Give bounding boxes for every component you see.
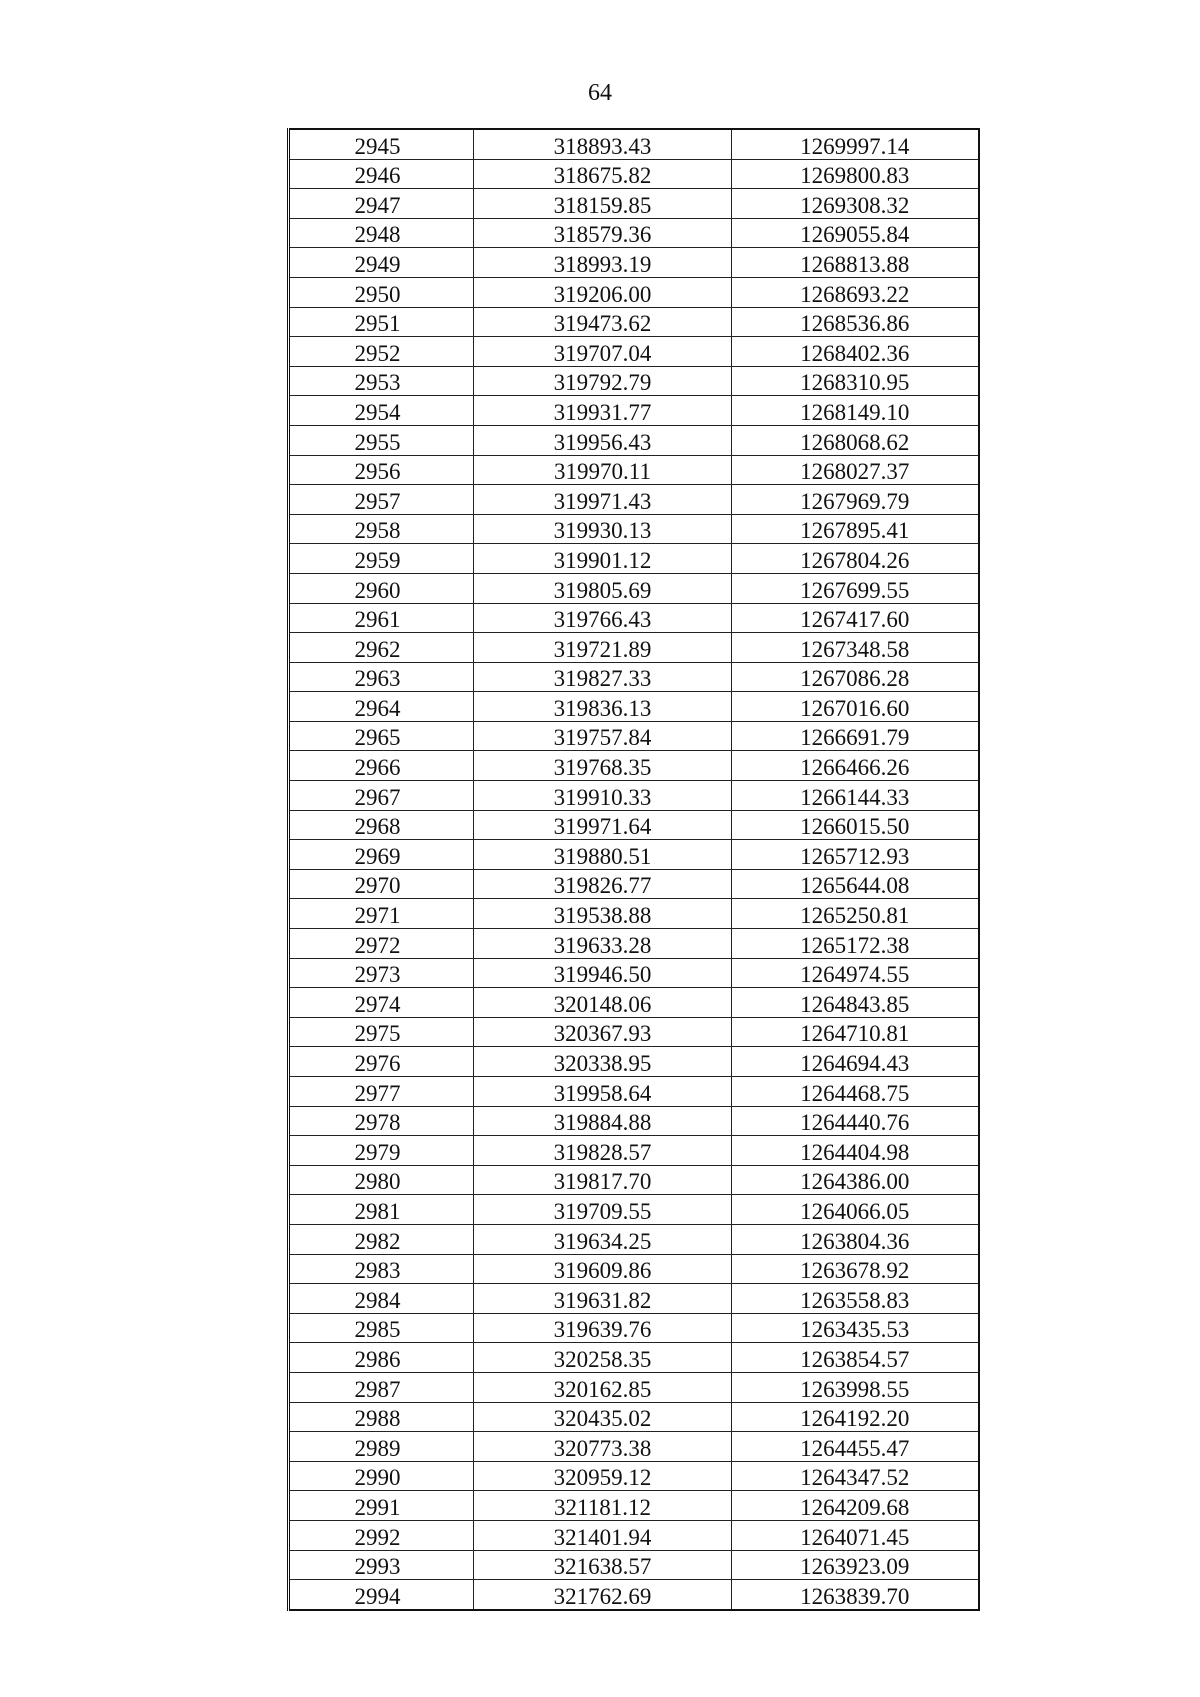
x-coordinate-cell: 319971.64 <box>474 810 732 840</box>
y-coordinate-cell: 1263804.36 <box>732 1224 979 1254</box>
x-coordinate-cell: 318675.82 <box>474 159 732 189</box>
point-number-cell: 2971 <box>289 899 474 929</box>
point-number-cell: 2992 <box>289 1520 474 1550</box>
x-coordinate-cell: 319473.62 <box>474 307 732 337</box>
y-coordinate-cell: 1264066.05 <box>732 1195 979 1225</box>
table-row <box>289 692 979 722</box>
x-coordinate-cell: 319901.12 <box>474 544 732 574</box>
point-number-cell: 2946 <box>289 159 474 189</box>
x-coordinate-cell: 320148.06 <box>474 988 732 1018</box>
x-coordinate-cell: 319958.64 <box>474 1077 732 1107</box>
point-number-cell: 2947 <box>289 189 474 219</box>
point-number-cell: 2987 <box>289 1372 474 1402</box>
x-coordinate-cell: 319971.43 <box>474 485 732 515</box>
y-coordinate-cell: 1269800.83 <box>732 159 979 189</box>
point-number-cell: 2962 <box>289 633 474 663</box>
x-coordinate-cell: 318893.43 <box>474 129 732 159</box>
table-row <box>289 1106 979 1136</box>
x-coordinate-cell: 320258.35 <box>474 1343 732 1373</box>
x-coordinate-cell: 319930.13 <box>474 514 732 544</box>
x-coordinate-cell: 321638.57 <box>474 1550 732 1580</box>
y-coordinate-cell: 1263435.53 <box>732 1313 979 1343</box>
table-row <box>289 988 979 1018</box>
x-coordinate-cell: 320773.38 <box>474 1432 732 1462</box>
point-number-cell: 2976 <box>289 1047 474 1077</box>
table-row <box>289 544 979 574</box>
y-coordinate-cell: 1266144.33 <box>732 781 979 811</box>
point-number-cell: 2985 <box>289 1313 474 1343</box>
point-number-cell: 2975 <box>289 1017 474 1047</box>
table-row <box>289 1284 979 1314</box>
table-row <box>289 1136 979 1166</box>
table-row <box>289 869 979 899</box>
table-row <box>289 1402 979 1432</box>
x-coordinate-cell: 319206.00 <box>474 277 732 307</box>
table-row <box>289 929 979 959</box>
point-number-cell: 2983 <box>289 1254 474 1284</box>
table-row <box>289 1491 979 1521</box>
x-coordinate-cell: 319884.88 <box>474 1106 732 1136</box>
table-row <box>289 633 979 663</box>
y-coordinate-cell: 1265250.81 <box>732 899 979 929</box>
point-number-cell: 2994 <box>289 1580 474 1610</box>
y-coordinate-cell: 1264404.98 <box>732 1136 979 1166</box>
point-number-cell: 2950 <box>289 277 474 307</box>
point-number-cell: 2980 <box>289 1165 474 1195</box>
point-number-cell: 2982 <box>289 1224 474 1254</box>
coordinates-table-body <box>289 129 979 1610</box>
table-row <box>289 1165 979 1195</box>
point-number-cell: 2945 <box>289 129 474 159</box>
table-row <box>289 1077 979 1107</box>
table-row <box>289 751 979 781</box>
table-row <box>289 218 979 248</box>
table-row <box>289 1550 979 1580</box>
point-number-cell: 2972 <box>289 929 474 959</box>
table-row <box>289 603 979 633</box>
y-coordinate-cell: 1264440.76 <box>732 1106 979 1136</box>
y-coordinate-cell: 1264974.55 <box>732 958 979 988</box>
table-row <box>289 810 979 840</box>
point-number-cell: 2969 <box>289 840 474 870</box>
point-number-cell: 2951 <box>289 307 474 337</box>
x-coordinate-cell: 319631.82 <box>474 1284 732 1314</box>
coordinates-table <box>287 128 980 1611</box>
point-number-cell: 2949 <box>289 248 474 278</box>
table-row <box>289 396 979 426</box>
table-row <box>289 514 979 544</box>
x-coordinate-cell: 319757.84 <box>474 721 732 751</box>
x-coordinate-cell: 319709.55 <box>474 1195 732 1225</box>
point-number-cell: 2981 <box>289 1195 474 1225</box>
point-number-cell: 2968 <box>289 810 474 840</box>
table-row <box>289 248 979 278</box>
x-coordinate-cell: 319805.69 <box>474 573 732 603</box>
x-coordinate-cell: 320162.85 <box>474 1372 732 1402</box>
point-number-cell: 2961 <box>289 603 474 633</box>
point-number-cell: 2952 <box>289 337 474 367</box>
table-row <box>289 189 979 219</box>
x-coordinate-cell: 319828.57 <box>474 1136 732 1166</box>
point-number-cell: 2954 <box>289 396 474 426</box>
x-coordinate-cell: 321181.12 <box>474 1491 732 1521</box>
x-coordinate-cell: 318993.19 <box>474 248 732 278</box>
x-coordinate-cell: 318159.85 <box>474 189 732 219</box>
point-number-cell: 2955 <box>289 425 474 455</box>
x-coordinate-cell: 320338.95 <box>474 1047 732 1077</box>
x-coordinate-cell: 319768.35 <box>474 751 732 781</box>
x-coordinate-cell: 319633.28 <box>474 929 732 959</box>
point-number-cell: 2948 <box>289 218 474 248</box>
table-row <box>289 337 979 367</box>
table-row <box>289 958 979 988</box>
y-coordinate-cell: 1266015.50 <box>732 810 979 840</box>
table-row <box>289 1343 979 1373</box>
table-row <box>289 485 979 515</box>
point-number-cell: 2958 <box>289 514 474 544</box>
x-coordinate-cell: 320959.12 <box>474 1461 732 1491</box>
table-row <box>289 1047 979 1077</box>
y-coordinate-cell: 1269308.32 <box>732 189 979 219</box>
x-coordinate-cell: 319956.43 <box>474 425 732 455</box>
x-coordinate-cell: 321401.94 <box>474 1520 732 1550</box>
point-number-cell: 2959 <box>289 544 474 574</box>
y-coordinate-cell: 1269997.14 <box>732 129 979 159</box>
y-coordinate-cell: 1267348.58 <box>732 633 979 663</box>
table-row <box>289 662 979 692</box>
y-coordinate-cell: 1264710.81 <box>732 1017 979 1047</box>
y-coordinate-cell: 1268310.95 <box>732 366 979 396</box>
point-number-cell: 2956 <box>289 455 474 485</box>
table-row <box>289 307 979 337</box>
y-coordinate-cell: 1268027.37 <box>732 455 979 485</box>
y-coordinate-cell: 1264455.47 <box>732 1432 979 1462</box>
point-number-cell: 2979 <box>289 1136 474 1166</box>
table-row <box>289 129 979 159</box>
point-number-cell: 2967 <box>289 781 474 811</box>
point-number-cell: 2991 <box>289 1491 474 1521</box>
y-coordinate-cell: 1263854.57 <box>732 1343 979 1373</box>
y-coordinate-cell: 1263558.83 <box>732 1284 979 1314</box>
table-row <box>289 1313 979 1343</box>
x-coordinate-cell: 319931.77 <box>474 396 732 426</box>
table-row <box>289 781 979 811</box>
point-number-cell: 2973 <box>289 958 474 988</box>
point-number-cell: 2953 <box>289 366 474 396</box>
point-number-cell: 2990 <box>289 1461 474 1491</box>
x-coordinate-cell: 319827.33 <box>474 662 732 692</box>
y-coordinate-cell: 1265712.93 <box>732 840 979 870</box>
y-coordinate-cell: 1267895.41 <box>732 514 979 544</box>
y-coordinate-cell: 1264468.75 <box>732 1077 979 1107</box>
y-coordinate-cell: 1267699.55 <box>732 573 979 603</box>
x-coordinate-cell: 319880.51 <box>474 840 732 870</box>
x-coordinate-cell: 319910.33 <box>474 781 732 811</box>
table-row <box>289 1432 979 1462</box>
y-coordinate-cell: 1264347.52 <box>732 1461 979 1491</box>
x-coordinate-cell: 319792.79 <box>474 366 732 396</box>
table-row <box>289 277 979 307</box>
point-number-cell: 2986 <box>289 1343 474 1373</box>
y-coordinate-cell: 1268149.10 <box>732 396 979 426</box>
x-coordinate-cell: 319946.50 <box>474 958 732 988</box>
y-coordinate-cell: 1263678.92 <box>732 1254 979 1284</box>
x-coordinate-cell: 320367.93 <box>474 1017 732 1047</box>
point-number-cell: 2964 <box>289 692 474 722</box>
table-row <box>289 425 979 455</box>
point-number-cell: 2974 <box>289 988 474 1018</box>
x-coordinate-cell: 319538.88 <box>474 899 732 929</box>
table-row <box>289 573 979 603</box>
y-coordinate-cell: 1268068.62 <box>732 425 979 455</box>
y-coordinate-cell: 1265644.08 <box>732 869 979 899</box>
point-number-cell: 2989 <box>289 1432 474 1462</box>
y-coordinate-cell: 1266691.79 <box>732 721 979 751</box>
point-number-cell: 2977 <box>289 1077 474 1107</box>
x-coordinate-cell: 319634.25 <box>474 1224 732 1254</box>
y-coordinate-cell: 1269055.84 <box>732 218 979 248</box>
point-number-cell: 2970 <box>289 869 474 899</box>
y-coordinate-cell: 1264386.00 <box>732 1165 979 1195</box>
point-number-cell: 2984 <box>289 1284 474 1314</box>
y-coordinate-cell: 1268402.36 <box>732 337 979 367</box>
y-coordinate-cell: 1265172.38 <box>732 929 979 959</box>
point-number-cell: 2988 <box>289 1402 474 1432</box>
y-coordinate-cell: 1263998.55 <box>732 1372 979 1402</box>
y-coordinate-cell: 1263839.70 <box>732 1580 979 1610</box>
point-number-cell: 2993 <box>289 1550 474 1580</box>
table-row <box>289 899 979 929</box>
y-coordinate-cell: 1267969.79 <box>732 485 979 515</box>
point-number-cell: 2965 <box>289 721 474 751</box>
page-number: 64 <box>588 80 612 106</box>
y-coordinate-cell: 1268693.22 <box>732 277 979 307</box>
y-coordinate-cell: 1268536.86 <box>732 307 979 337</box>
point-number-cell: 2957 <box>289 485 474 515</box>
y-coordinate-cell: 1264192.20 <box>732 1402 979 1432</box>
table-row <box>289 159 979 189</box>
y-coordinate-cell: 1264071.45 <box>732 1520 979 1550</box>
y-coordinate-cell: 1267086.28 <box>732 662 979 692</box>
y-coordinate-cell: 1267417.60 <box>732 603 979 633</box>
point-number-cell: 2960 <box>289 573 474 603</box>
x-coordinate-cell: 319609.86 <box>474 1254 732 1284</box>
table-row <box>289 840 979 870</box>
x-coordinate-cell: 318579.36 <box>474 218 732 248</box>
table-row <box>289 1580 979 1610</box>
y-coordinate-cell: 1264209.68 <box>732 1491 979 1521</box>
x-coordinate-cell: 319817.70 <box>474 1165 732 1195</box>
x-coordinate-cell: 319721.89 <box>474 633 732 663</box>
table-row <box>289 1017 979 1047</box>
y-coordinate-cell: 1266466.26 <box>732 751 979 781</box>
point-number-cell: 2966 <box>289 751 474 781</box>
point-number-cell: 2978 <box>289 1106 474 1136</box>
x-coordinate-cell: 319639.76 <box>474 1313 732 1343</box>
y-coordinate-cell: 1267016.60 <box>732 692 979 722</box>
table-row <box>289 1372 979 1402</box>
table-row <box>289 1254 979 1284</box>
point-number-cell: 2963 <box>289 662 474 692</box>
x-coordinate-cell: 319707.04 <box>474 337 732 367</box>
table-row <box>289 366 979 396</box>
table-row <box>289 1461 979 1491</box>
x-coordinate-cell: 320435.02 <box>474 1402 732 1432</box>
x-coordinate-cell: 319826.77 <box>474 869 732 899</box>
y-coordinate-cell: 1263923.09 <box>732 1550 979 1580</box>
x-coordinate-cell: 319970.11 <box>474 455 732 485</box>
table-row <box>289 1224 979 1254</box>
y-coordinate-cell: 1268813.88 <box>732 248 979 278</box>
table-row <box>289 1195 979 1225</box>
x-coordinate-cell: 319766.43 <box>474 603 732 633</box>
table-row <box>289 721 979 751</box>
table-row <box>289 1520 979 1550</box>
table-row <box>289 455 979 485</box>
y-coordinate-cell: 1264694.43 <box>732 1047 979 1077</box>
y-coordinate-cell: 1267804.26 <box>732 544 979 574</box>
x-coordinate-cell: 321762.69 <box>474 1580 732 1610</box>
x-coordinate-cell: 319836.13 <box>474 692 732 722</box>
y-coordinate-cell: 1264843.85 <box>732 988 979 1018</box>
